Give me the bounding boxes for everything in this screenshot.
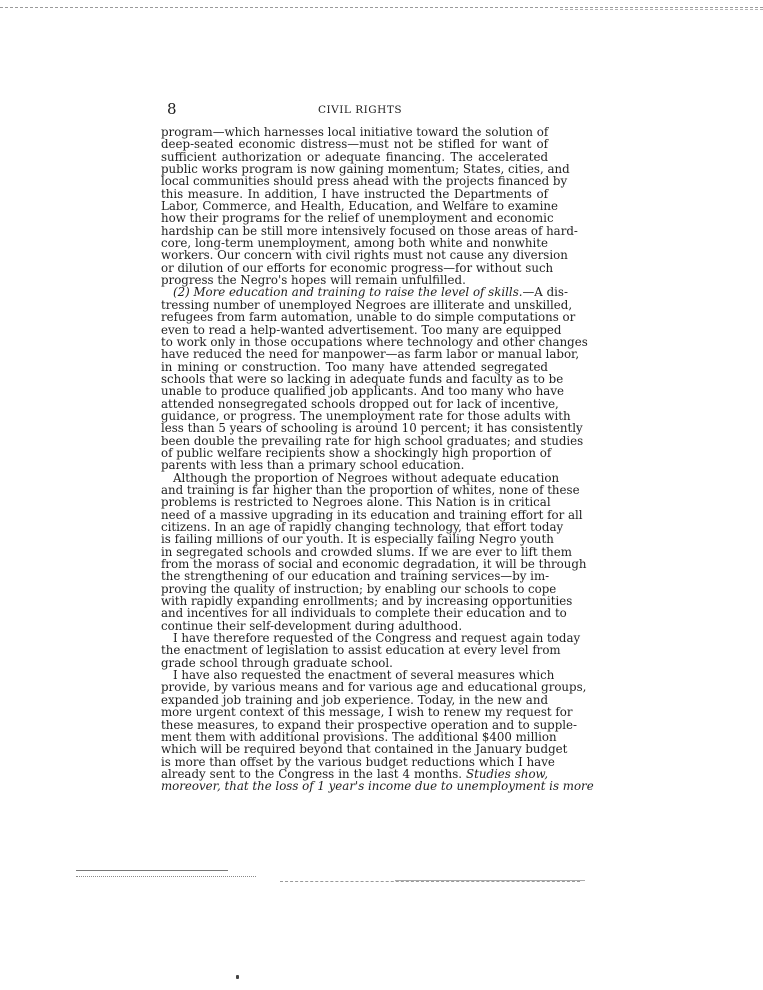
text-line: this measure. In addition, I have instructed the Departments of xyxy=(161,186,548,201)
scan-speck xyxy=(236,975,239,979)
text-line: ment them with additional provisions. The additional $400 million xyxy=(161,729,557,744)
text-line: guidance, or progress. The unemployment rate for those adults with xyxy=(161,408,571,423)
text-line: in mining or construction. Too many have attended segregated xyxy=(161,359,548,374)
text-line: sufficient authorization or adequate financing. The accelerated xyxy=(161,149,548,164)
text-line: workers. Our concern with civil rights must not cause any diversion xyxy=(161,248,568,263)
text-line: been double the prevailing rate for high school graduates; and studies xyxy=(161,433,584,448)
text-line: hardship can be still more intensively focused on those areas of hard- xyxy=(161,223,578,238)
footer-rule-solid xyxy=(395,880,585,881)
text-line: is more than offset by the various budget reductions which I have xyxy=(161,754,555,769)
text-line: how their programs for the relief of unemployment and economic xyxy=(161,211,554,226)
text-line: attended nonsegregated schools dropped out for lack of incentive, xyxy=(161,396,559,411)
text-line: provide, by various means and for various age and educational groups, xyxy=(161,680,587,695)
text-line: Although the proportion of Negroes without adequate education xyxy=(173,470,560,485)
text-line: which will be required beyond that contained in the January budget xyxy=(161,742,568,757)
text-line: citizens. In an age of rapidly changing technology, that effort today xyxy=(161,520,564,534)
text-line: or dilution of our efforts for economic progress—for without such xyxy=(161,260,554,275)
text-line: and incentives for all individuals to complete their education and to xyxy=(161,606,567,621)
text-line: I have therefore requested of the Congress and request again today xyxy=(173,631,581,646)
paragraph-1 xyxy=(161,125,578,288)
footer-rule xyxy=(76,870,228,871)
scan-top-edge-rule-secondary xyxy=(560,9,763,10)
text-line: schools that were so lacking in adequate funds and faculty as to be xyxy=(161,371,564,386)
text-line: core, long-term unemployment, among both white and nonwhite xyxy=(161,236,548,251)
text-line: tressing number of unemployed Negroes are illiterate and unskilled, xyxy=(161,297,573,312)
text-line: in segregated schools and crowded slums. If we are ever to lift them xyxy=(161,544,572,559)
paragraph-4 xyxy=(161,631,581,670)
text-line: expanded job training and job experience. Today, in the new and xyxy=(161,692,548,707)
text-line: local communities should press ahead with the projects financed by xyxy=(161,174,568,189)
paragraph-3 xyxy=(161,470,587,633)
text-line: continue their self-development during adulthood. xyxy=(161,618,463,633)
text-line: from the morass of social and economic degradation, it will be through xyxy=(161,557,587,572)
text-line: these measures, to expand their prospective operation and to supple- xyxy=(161,717,578,732)
text-line: have reduced the need for manpower—as farm labor or manual labor, xyxy=(161,347,580,362)
footer-rule-dashed xyxy=(280,881,580,882)
text-line: to work only in those occupations where technology and other changes xyxy=(161,334,588,349)
text-line: more urgent context of this message, I wish to renew my request for xyxy=(161,705,573,720)
text-line: I have also requested the enactment of several measures which xyxy=(173,668,555,683)
text-line: deep-seated economic distress—must not be stifled for want of xyxy=(161,137,548,152)
running-head: CIVIL RIGHTS xyxy=(318,104,403,116)
italic-run: Studies show, xyxy=(466,766,548,781)
body-text xyxy=(161,125,594,794)
footer-rule-dotted xyxy=(76,876,256,877)
paragraph-5 xyxy=(161,668,594,794)
scan-top-edge-rule xyxy=(0,7,763,8)
italic-heading: (2) More education and training to raise the level of skills. xyxy=(173,285,523,300)
text-line: need of a massive upgrading in its education and training effort for all xyxy=(161,507,583,522)
text-line: parents with less than a primary school education. xyxy=(161,458,465,473)
text-line: even to read a help-wanted advertisement. Too many are equipped xyxy=(161,322,562,337)
paragraph-2 xyxy=(161,285,588,473)
text-line: unable to produce qualified job applicants. And too many who have xyxy=(161,384,564,399)
text-line: progress the Negro's hopes will remain unfulfilled. xyxy=(161,273,466,288)
text-run: —A dis- xyxy=(522,285,568,300)
text-line: problems is restricted to Negroes alone. This Nation is in critical xyxy=(161,495,551,510)
text-line: proving the quality of instruction; by enabling our schools to cope xyxy=(161,581,557,596)
text-run: already sent to the Congress in the last 4 months. xyxy=(161,766,467,781)
text-line: with rapidly expanding enrollments; and by increasing opportunities xyxy=(161,594,573,609)
text-line: the strengthening of our education and training services—by im- xyxy=(161,569,550,584)
text-line: grade school through graduate school. xyxy=(161,655,393,670)
text-line: public works program is now gaining momentum; States, cities, and xyxy=(161,162,570,177)
text-line: the enactment of legislation to assist education at every level from xyxy=(161,643,561,658)
text-line: Labor, Commerce, and Health, Education, and Welfare to examine xyxy=(161,199,558,214)
text-line: of public welfare recipients show a shockingly high proportion of xyxy=(161,445,552,460)
text-line xyxy=(161,285,568,300)
text-line: program—which harnesses local initiative toward the solution of xyxy=(161,125,549,139)
text-line: less than 5 years of schooling is around 10 percent; it has consistently xyxy=(161,421,583,436)
text-line: and training is far higher than the proportion of whites, none of these xyxy=(161,482,580,497)
text-line: refugees from farm automation, unable to do simple computations or xyxy=(161,310,576,325)
page-number: 8 xyxy=(167,100,177,118)
text-line: moreover, that the loss of 1 year's income due to unemployment is more xyxy=(161,779,594,794)
text-line: is failing millions of our youth. It is especially failing Negro youth xyxy=(161,532,554,547)
